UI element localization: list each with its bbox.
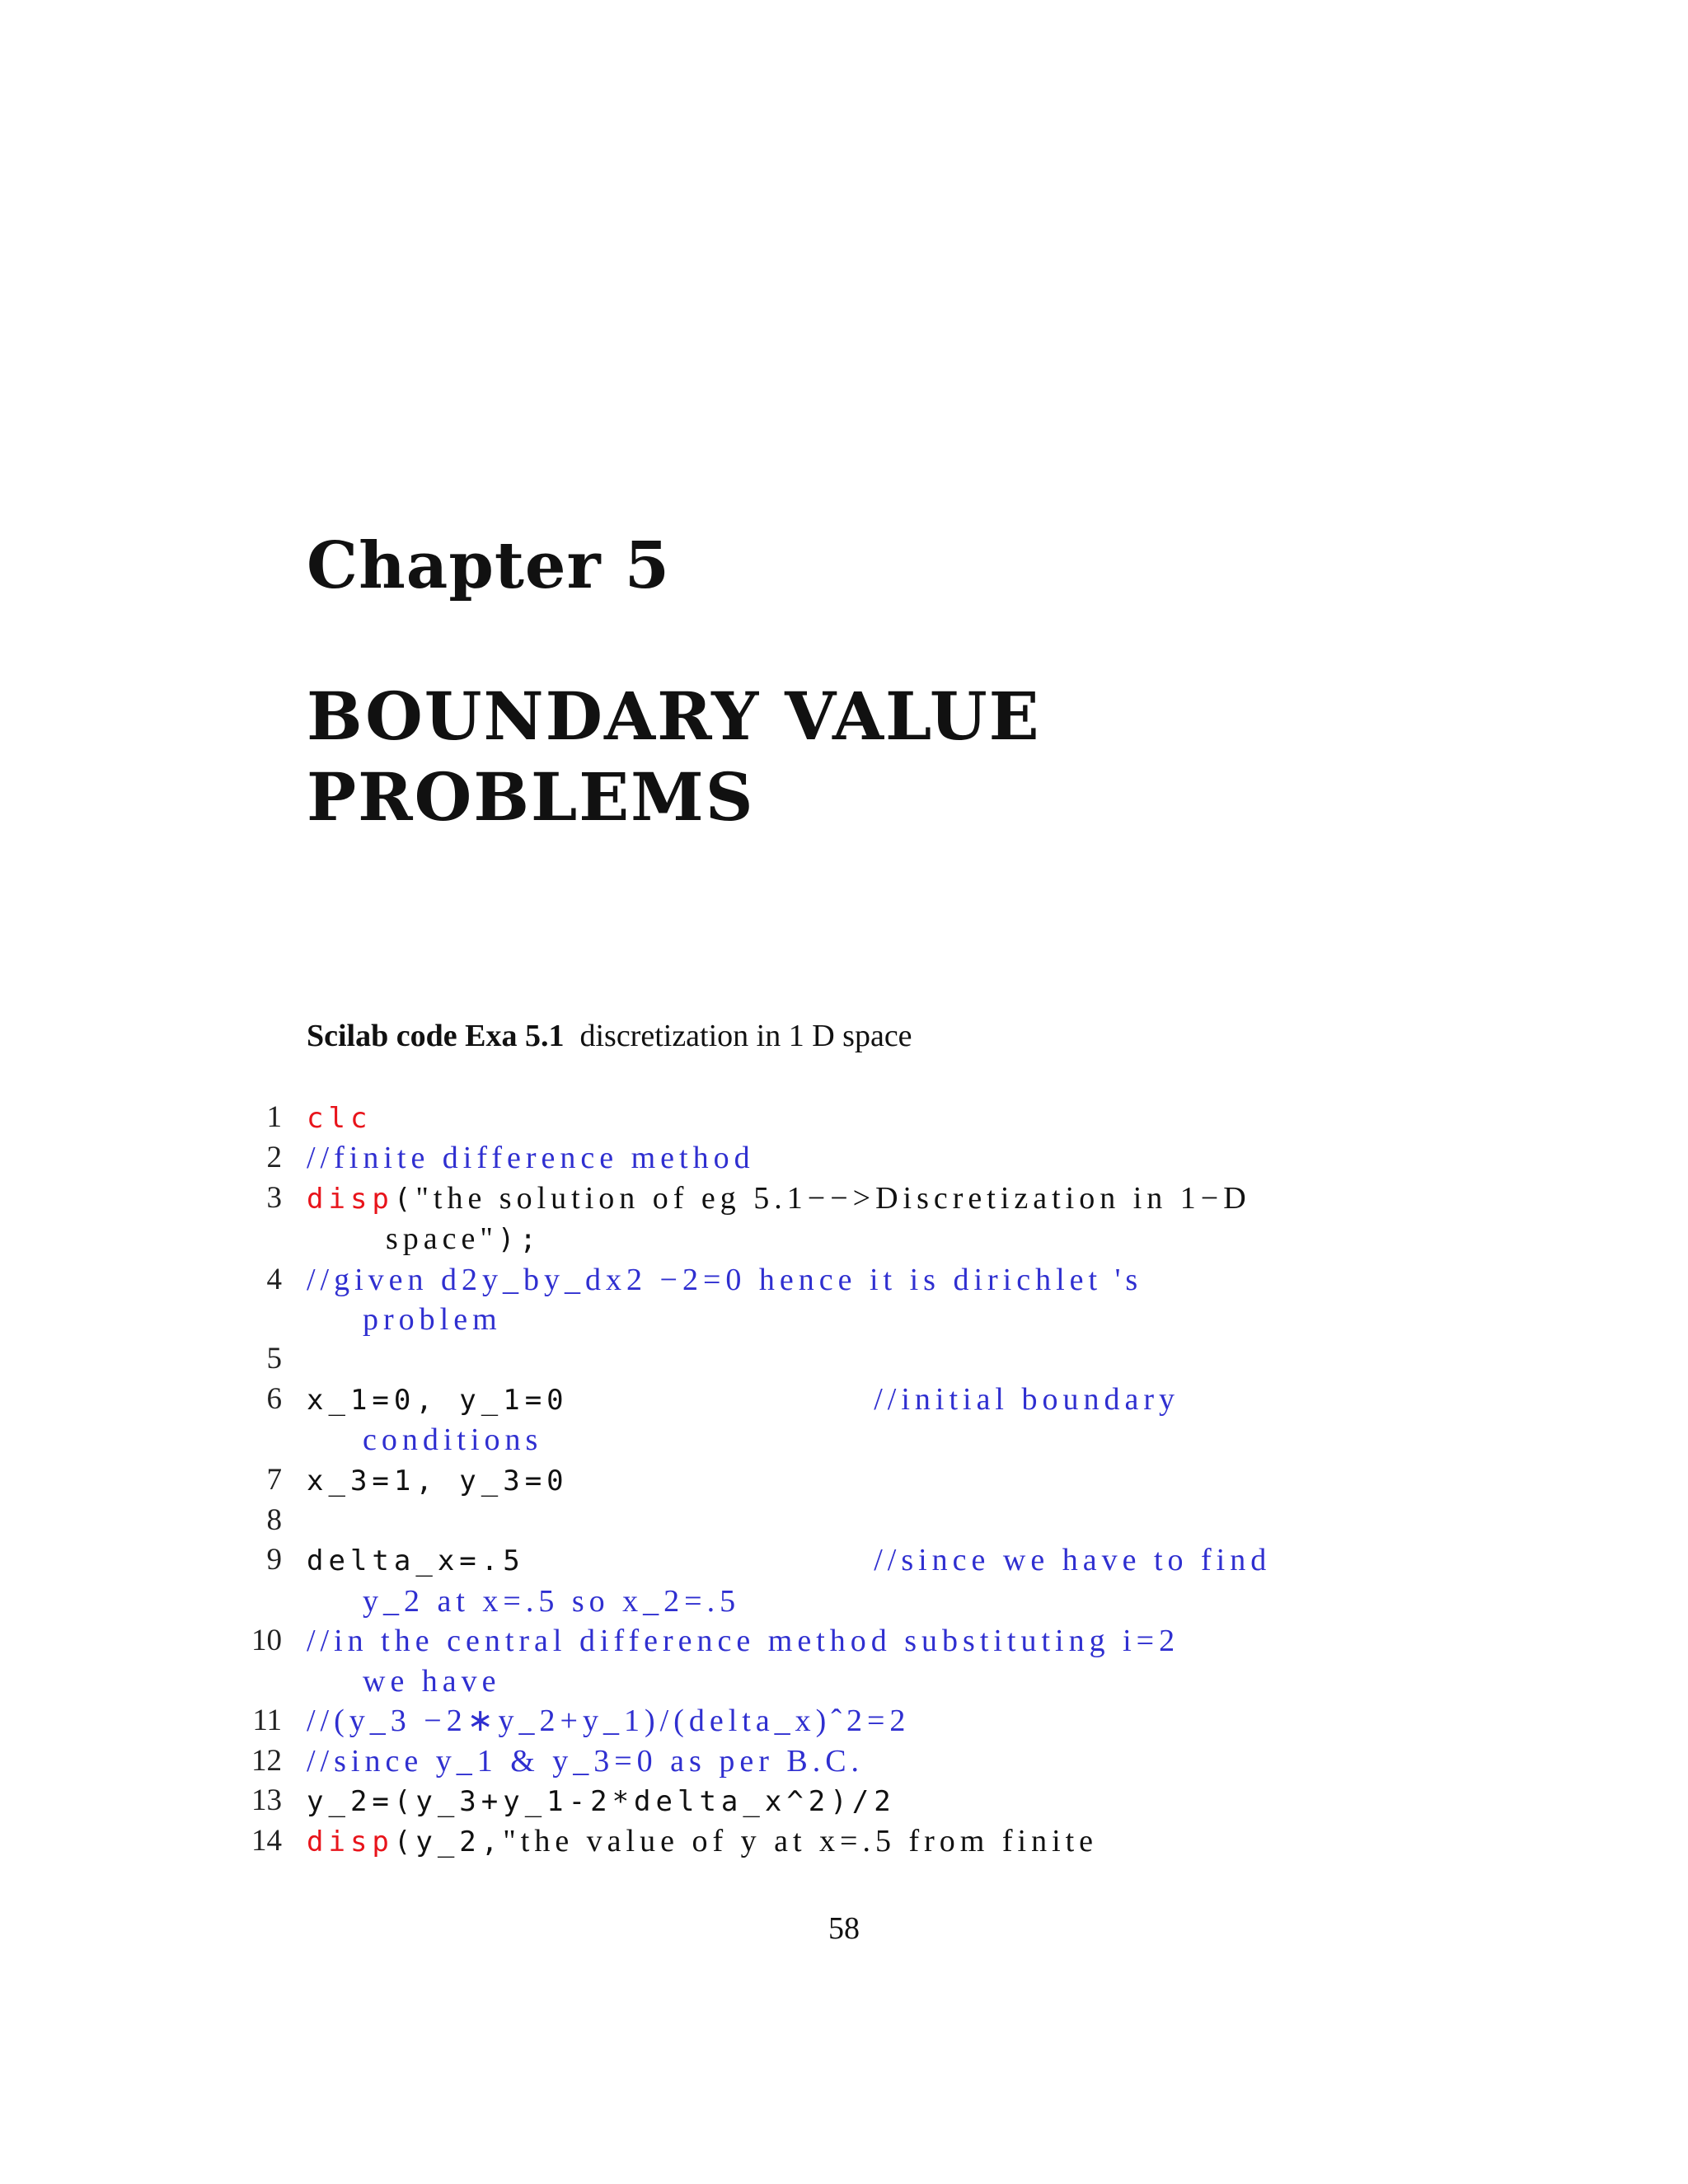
code-line	[223, 1741, 1475, 1781]
code-line	[223, 1540, 1475, 1621]
code-line	[223, 1460, 1475, 1501]
line-number: 12	[251, 1743, 282, 1778]
code-string: space"	[386, 1221, 498, 1257]
code-line	[223, 1339, 1475, 1379]
code-comment: //since y_1 & y_3=0 as per B.C.	[307, 1743, 865, 1779]
line-number: 10	[251, 1624, 282, 1658]
code-comment: //given d2y_by_dx2 −2=0 hence it is dirichlet 's	[307, 1262, 1143, 1297]
line-number: 8	[266, 1503, 282, 1538]
code-comment: //(y_3 −2∗y_2+y_1)/(delta_x)ˆ2=2	[307, 1704, 911, 1739]
code-comment: //finite difference method	[307, 1141, 755, 1176]
code-string: "the value of y at x=.5 from finite	[503, 1824, 1099, 1859]
chapter-label: Chapter 5	[307, 528, 671, 603]
code-text: (	[393, 1182, 416, 1216]
code-listing	[223, 1098, 1475, 1863]
code-text: );	[497, 1223, 542, 1257]
line-number: 13	[251, 1783, 282, 1817]
caption-text: discretization in 1 D space	[579, 1019, 912, 1053]
code-comment: //since we have to find	[874, 1543, 1272, 1578]
code-keyword: clc	[307, 1102, 373, 1135]
line-number: 3	[266, 1180, 282, 1215]
line-number: 14	[251, 1824, 282, 1858]
code-text: y_2=(y_3+y_1-2*delta_x^2)/2	[307, 1784, 896, 1818]
chapter-title-line: PROBLEMS	[307, 758, 755, 836]
code-line	[223, 1380, 1475, 1460]
line-number: 5	[266, 1342, 282, 1376]
chapter-title-line: BOUNDARY VALUE	[307, 677, 1041, 755]
code-comment: y_2 at x=.5 so x_2=.5	[363, 1583, 741, 1619]
code-text: x_3=1, y_3=0	[307, 1464, 569, 1497]
code-text: (y_2,	[393, 1825, 504, 1859]
code-comment: //initial boundary	[874, 1381, 1180, 1417]
code-line	[223, 1098, 1475, 1138]
chapter-title	[307, 676, 1461, 837]
code-caption	[307, 1020, 912, 1052]
code-line	[223, 1781, 1475, 1821]
code-line	[223, 1179, 1475, 1260]
code-string: "the solution of eg 5.1−−>Discretization in 1−D	[415, 1180, 1251, 1216]
code-line	[223, 1260, 1475, 1340]
code-line	[223, 1821, 1475, 1862]
code-line	[223, 1701, 1475, 1741]
code-comment: //in the central difference method substituting i=2	[307, 1624, 1180, 1659]
line-number: 2	[266, 1141, 282, 1175]
code-comment: conditions	[363, 1422, 543, 1458]
code-line	[223, 1138, 1475, 1178]
code-keyword: disp	[307, 1825, 394, 1859]
code-text: x_1=0, y_1=0	[307, 1383, 569, 1417]
code-comment: problem	[363, 1302, 502, 1338]
code-text: delta_x=.5	[307, 1544, 525, 1578]
line-number: 9	[266, 1543, 282, 1577]
page-number: 58	[828, 1911, 860, 1946]
code-comment: we have	[363, 1663, 501, 1699]
line-number: 7	[266, 1462, 282, 1497]
line-number: 11	[252, 1704, 282, 1738]
code-line	[223, 1621, 1475, 1701]
line-number: 1	[266, 1100, 282, 1134]
line-number: 6	[266, 1381, 282, 1416]
code-keyword: disp	[307, 1182, 394, 1216]
line-number: 4	[266, 1262, 282, 1296]
caption-label: Scilab code Exa 5.1	[307, 1019, 565, 1053]
code-line	[223, 1501, 1475, 1540]
